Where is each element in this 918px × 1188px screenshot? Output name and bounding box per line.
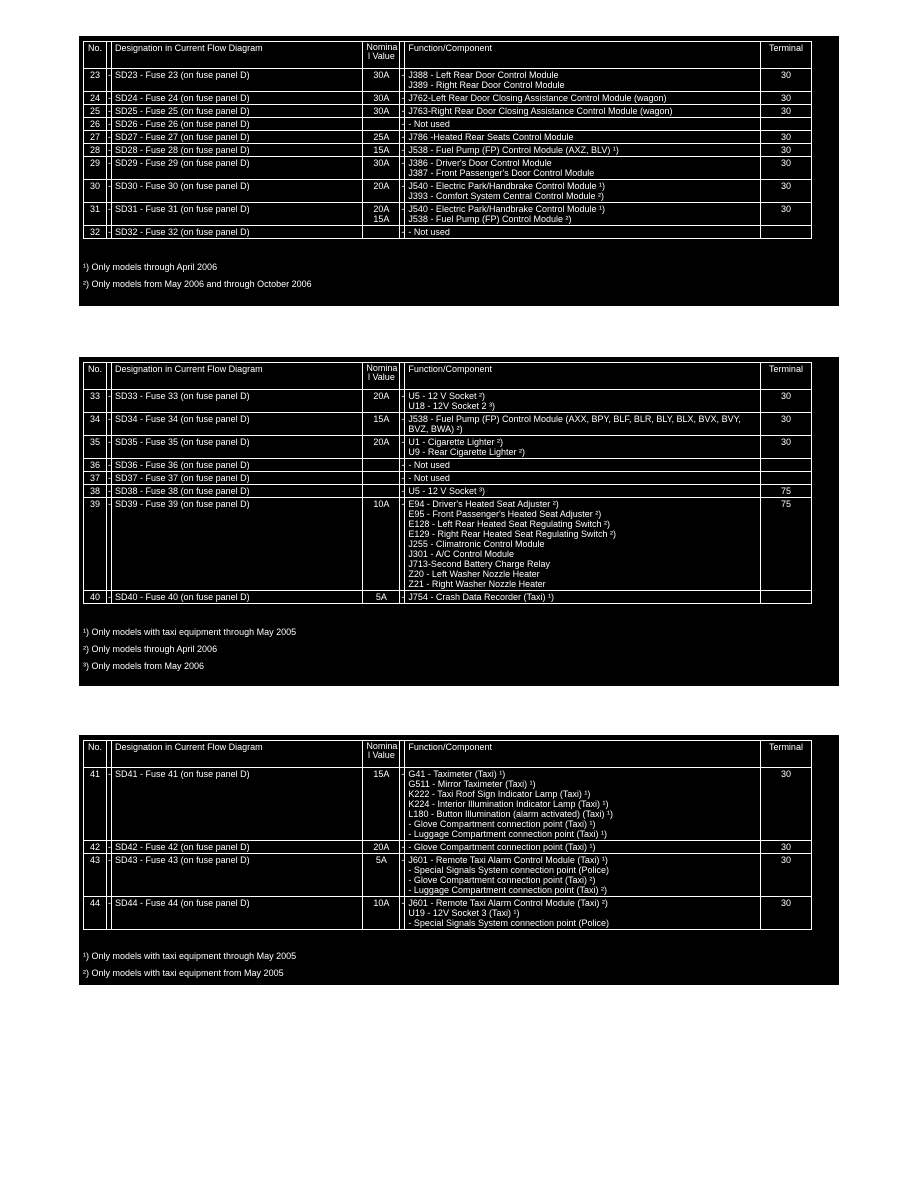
header-designation: Designation in Current Flow Diagram — [112, 42, 363, 69]
footnote: ¹) Only models with taxi equipment through May 2005 — [83, 951, 297, 961]
header-no: No. — [84, 741, 107, 768]
row-no: 28 — [84, 144, 107, 157]
row-no: 37 — [84, 472, 107, 485]
row-value: 15A — [363, 144, 400, 157]
row-value: 20A — [363, 436, 400, 459]
table-row: 34 - SD34 - Fuse 34 (on fuse panel D) 15A - J538 - Fuel Pump (FP) Control Module (AXX, BPY, BLF, BLR, BLY, BLX, BVX, BVY, BVZ, BWA) ²) 30 — [84, 413, 812, 436]
row-function: U5 - 12 V Socket ²) U18 - 12V Socket 2 ³) — [405, 390, 760, 413]
row-designation: SD26 - Fuse 26 (on fuse panel D) — [112, 118, 363, 131]
row-function: J540 - Electric Park/Handbrake Control Module ¹) J538 - Fuel Pump (FP) Control Module ²) — [405, 203, 760, 226]
row-terminal: 30 — [760, 157, 811, 180]
row-function: J538 - Fuel Pump (FP) Control Module (AXZ, BLV) ¹) — [405, 144, 760, 157]
row-terminal: 30 — [760, 69, 811, 92]
header-terminal: Terminal — [760, 741, 811, 768]
row-value: 10A — [363, 498, 400, 591]
row-designation: SD41 - Fuse 41 (on fuse panel D) — [112, 768, 363, 841]
table-header — [84, 363, 812, 390]
row-terminal: 75 — [760, 498, 811, 591]
row-no: 34 — [84, 413, 107, 436]
row-terminal: 30 — [760, 144, 811, 157]
header-designation: Designation in Current Flow Diagram — [112, 741, 363, 768]
row-value: 15A — [363, 768, 400, 841]
table-row: 28 - SD28 - Fuse 28 (on fuse panel D) 15A - J538 - Fuel Pump (FP) Control Module (AXZ, BLV) ¹) 30 — [84, 144, 812, 157]
row-no: 41 — [84, 768, 107, 841]
row-terminal: 30 — [760, 854, 811, 897]
footnotes — [83, 948, 835, 982]
row-no: 29 — [84, 157, 107, 180]
row-terminal — [760, 591, 811, 604]
row-no: 43 — [84, 854, 107, 897]
row-designation: SD37 - Fuse 37 (on fuse panel D) — [112, 472, 363, 485]
row-designation: SD28 - Fuse 28 (on fuse panel D) — [112, 144, 363, 157]
footnotes — [83, 624, 835, 675]
header-no: No. — [84, 42, 107, 69]
table-row: 30 - SD30 - Fuse 30 (on fuse panel D) 20A - J540 - Electric Park/Handbrake Control Module ¹) J393 - Comfort System Central Control Module ²) 30 — [84, 180, 812, 203]
fuse-table-panel-2 — [79, 357, 839, 686]
row-designation: SD27 - Fuse 27 (on fuse panel D) — [112, 131, 363, 144]
row-no: 31 — [84, 203, 107, 226]
header-designation: Designation in Current Flow Diagram — [112, 363, 363, 390]
row-function: J762-Left Rear Door Closing Assistance Control Module (wagon) — [405, 92, 760, 105]
row-function: J388 - Left Rear Door Control Module J389 - Right Rear Door Control Module — [405, 69, 760, 92]
row-no: 25 — [84, 105, 107, 118]
row-terminal: 30 — [760, 203, 811, 226]
row-designation: SD36 - Fuse 36 (on fuse panel D) — [112, 459, 363, 472]
footnote: ²) Only models with taxi equipment from May 2005 — [83, 968, 284, 978]
row-terminal: 30 — [760, 413, 811, 436]
row-designation: SD33 - Fuse 33 (on fuse panel D) — [112, 390, 363, 413]
table-row: 32 - SD32 - Fuse 32 (on fuse panel D) - - Not used — [84, 226, 812, 239]
footnote: ²) Only models through April 2006 — [83, 644, 218, 654]
row-value: 30A — [363, 92, 400, 105]
row-terminal: 30 — [760, 841, 811, 854]
row-designation: SD42 - Fuse 42 (on fuse panel D) — [112, 841, 363, 854]
row-designation: SD34 - Fuse 34 (on fuse panel D) — [112, 413, 363, 436]
header-nominal-value: Nomina l Value — [363, 741, 400, 768]
row-terminal — [760, 459, 811, 472]
row-designation: SD43 - Fuse 43 (on fuse panel D) — [112, 854, 363, 897]
row-no: 40 — [84, 591, 107, 604]
row-designation: SD24 - Fuse 24 (on fuse panel D) — [112, 92, 363, 105]
footnote: ¹) Only models through April 2006 — [83, 262, 218, 272]
row-designation: SD35 - Fuse 35 (on fuse panel D) — [112, 436, 363, 459]
row-function: J540 - Electric Park/Handbrake Control Module ¹) J393 - Comfort System Central Control Module ²) — [405, 180, 760, 203]
footnotes — [83, 259, 835, 293]
row-function: J786 -Heated Rear Seats Control Module — [405, 131, 760, 144]
table-header — [84, 42, 812, 69]
row-designation: SD40 - Fuse 40 (on fuse panel D) — [112, 591, 363, 604]
table-row: 23 - SD23 - Fuse 23 (on fuse panel D) 30A - J388 - Left Rear Door Control Module J389 - Right Rear Door Control Module 30 — [84, 69, 812, 92]
row-value: 30A — [363, 157, 400, 180]
row-function: J538 - Fuel Pump (FP) Control Module (AXX, BPY, BLF, BLR, BLY, BLX, BVX, BVY, BVZ, BWA) ²) — [405, 413, 760, 436]
table-row: 36 - SD36 - Fuse 36 (on fuse panel D) - - Not used — [84, 459, 812, 472]
row-value: 30A — [363, 69, 400, 92]
row-designation: SD39 - Fuse 39 (on fuse panel D) — [112, 498, 363, 591]
row-function: J754 - Crash Data Recorder (Taxi) ¹) — [405, 591, 760, 604]
table-row: 40 - SD40 - Fuse 40 (on fuse panel D) 5A - J754 - Crash Data Recorder (Taxi) ¹) — [84, 591, 812, 604]
row-no: 39 — [84, 498, 107, 591]
row-no: 33 — [84, 390, 107, 413]
row-function: J601 - Remote Taxi Alarm Control Module (Taxi) ¹) - Special Signals System connection point (Police) - Glove Compartment connection point (Taxi) ²) - Luggage Compartment connection point (Taxi) ²) — [405, 854, 760, 897]
table-row: 29 - SD29 - Fuse 29 (on fuse panel D) 30A - J386 - Driver's Door Control Module J387 - Front Passenger's Door Control Module 30 — [84, 157, 812, 180]
row-terminal: 30 — [760, 897, 811, 930]
row-value: 5A — [363, 591, 400, 604]
row-value — [363, 485, 400, 498]
row-designation: SD30 - Fuse 30 (on fuse panel D) — [112, 180, 363, 203]
row-designation: SD38 - Fuse 38 (on fuse panel D) — [112, 485, 363, 498]
table-row: 43 - SD43 - Fuse 43 (on fuse panel D) 5A - J601 - Remote Taxi Alarm Control Module (Taxi) ¹) - Special Signals System connection point (Police) - Glove Compartment connection point (Taxi) ²) - Luggage Compartment connection point (Taxi) ²) 30 — [84, 854, 812, 897]
row-designation: SD44 - Fuse 44 (on fuse panel D) — [112, 897, 363, 930]
row-function: - Glove Compartment connection point (Taxi) ¹) — [405, 841, 760, 854]
row-terminal: 75 — [760, 485, 811, 498]
row-function: G41 - Taximeter (Taxi) ¹) G511 - Mirror Taximeter (Taxi) ¹) K222 - Taxi Roof Sign Indicator Lamp (Taxi) ¹) K224 - Interior Illumination Indicator Lamp (Taxi) ¹) L180 - Button Illumination (alarm activated) (Taxi) ¹) - Glove Compartment connection point (Taxi) ¹) - Luggage Compartment connection point (Taxi) ¹) — [405, 768, 760, 841]
row-value — [363, 118, 400, 131]
table-row: 33 - SD33 - Fuse 33 (on fuse panel D) 20A - U5 - 12 V Socket ²) U18 - 12V Socket 2 ³) 30 — [84, 390, 812, 413]
row-designation: SD23 - Fuse 23 (on fuse panel D) — [112, 69, 363, 92]
row-function: J601 - Remote Taxi Alarm Control Module (Taxi) ²) U19 - 12V Socket 3 (Taxi) ¹) - Special Signals System connection point (Police) — [405, 897, 760, 930]
row-designation: SD29 - Fuse 29 (on fuse panel D) — [112, 157, 363, 180]
row-terminal — [760, 472, 811, 485]
row-function: U1 - Cigarette Lighter ²) U9 - Rear Cigarette Lighter ²) — [405, 436, 760, 459]
table-header — [84, 741, 812, 768]
header-function: Function/Component — [405, 363, 760, 390]
row-function: - Not used — [405, 459, 760, 472]
table-row: 39 - SD39 - Fuse 39 (on fuse panel D) 10A - E94 - Driver's Heated Seat Adjuster ²) E95 - Front Passenger's Heated Seat Adjuster ²) E128 - Left Rear Heated Seat Regulating Switch ²) E129 - Right Rear Heated Seat Regulating Switch ²) J255 - Climatronic Control Module J301 - A/C Control Module J713-Second Battery Charge Relay Z20 - Left Washer Nozzle Heater Z21 - Right Washer Nozzle Heater 75 — [84, 498, 812, 591]
row-no: 30 — [84, 180, 107, 203]
row-terminal: 30 — [760, 92, 811, 105]
row-no: 32 — [84, 226, 107, 239]
row-no: 36 — [84, 459, 107, 472]
table-row: 37 - SD37 - Fuse 37 (on fuse panel D) - - Not used — [84, 472, 812, 485]
row-value: 25A — [363, 131, 400, 144]
table-row: 42 - SD42 - Fuse 42 (on fuse panel D) 20A - - Glove Compartment connection point (Taxi) ¹) 30 — [84, 841, 812, 854]
footnote: ²) Only models from May 2006 and through October 2006 — [83, 279, 312, 289]
fuse-table — [83, 41, 812, 239]
row-value: 10A — [363, 897, 400, 930]
table-row: 24 - SD24 - Fuse 24 (on fuse panel D) 30A - J762-Left Rear Door Closing Assistance Control Module (wagon) 30 — [84, 92, 812, 105]
row-terminal — [760, 226, 811, 239]
row-no: 27 — [84, 131, 107, 144]
header-nominal-value: Nomina l Value — [363, 42, 400, 69]
header-nominal-value: Nomina l Value — [363, 363, 400, 390]
row-terminal: 30 — [760, 390, 811, 413]
table-row: 27 - SD27 - Fuse 27 (on fuse panel D) 25A - J786 -Heated Rear Seats Control Module 30 — [84, 131, 812, 144]
fuse-table — [83, 740, 812, 930]
row-no: 35 — [84, 436, 107, 459]
row-no: 24 — [84, 92, 107, 105]
row-function: - Not used — [405, 472, 760, 485]
table-row: 25 - SD25 - Fuse 25 (on fuse panel D) 30A - J763-Right Rear Door Closing Assistance Control Module (wagon) 30 — [84, 105, 812, 118]
header-function: Function/Component — [405, 42, 760, 69]
row-designation: SD31 - Fuse 31 (on fuse panel D) — [112, 203, 363, 226]
row-value: 15A — [363, 413, 400, 436]
row-terminal: 30 — [760, 180, 811, 203]
row-value: 20A 15A — [363, 203, 400, 226]
row-value: 20A — [363, 390, 400, 413]
row-terminal: 30 — [760, 436, 811, 459]
row-designation: SD25 - Fuse 25 (on fuse panel D) — [112, 105, 363, 118]
fuse-table — [83, 362, 812, 604]
row-no: 23 — [84, 69, 107, 92]
row-value: 5A — [363, 854, 400, 897]
row-function: J386 - Driver's Door Control Module J387 - Front Passenger's Door Control Module — [405, 157, 760, 180]
row-value: 30A — [363, 105, 400, 118]
row-no: 42 — [84, 841, 107, 854]
row-terminal: 30 — [760, 105, 811, 118]
table-row: 41 - SD41 - Fuse 41 (on fuse panel D) 15A - G41 - Taximeter (Taxi) ¹) G511 - Mirror Taximeter (Taxi) ¹) K222 - Taxi Roof Sign Indicator Lamp (Taxi) ¹) K224 - Interior Illumination Indicator Lamp (Taxi) ¹) L180 - Button Illumination (alarm activated) (Taxi) ¹) - Glove Compartment connection point (Taxi) ¹) - Luggage Compartment connection point (Taxi) ¹) 30 — [84, 768, 812, 841]
row-no: 26 — [84, 118, 107, 131]
row-function: J763-Right Rear Door Closing Assistance Control Module (wagon) — [405, 105, 760, 118]
row-function: U5 - 12 V Socket ³) — [405, 485, 760, 498]
table-row: 26 - SD26 - Fuse 26 (on fuse panel D) - - Not used — [84, 118, 812, 131]
row-no: 38 — [84, 485, 107, 498]
row-value — [363, 472, 400, 485]
row-function: - Not used — [405, 226, 760, 239]
row-value: 20A — [363, 180, 400, 203]
header-function: Function/Component — [405, 741, 760, 768]
fuse-table-panel-1 — [79, 36, 839, 306]
fuse-table-panel-3 — [79, 735, 839, 985]
row-terminal: 30 — [760, 768, 811, 841]
row-no: 44 — [84, 897, 107, 930]
row-designation: SD32 - Fuse 32 (on fuse panel D) — [112, 226, 363, 239]
table-row: 38 - SD38 - Fuse 38 (on fuse panel D) - U5 - 12 V Socket ³) 75 — [84, 485, 812, 498]
row-value — [363, 226, 400, 239]
table-row: 35 - SD35 - Fuse 35 (on fuse panel D) 20A - U1 - Cigarette Lighter ²) U9 - Rear Cigarette Lighter ²) 30 — [84, 436, 812, 459]
table-row: 31 - SD31 - Fuse 31 (on fuse panel D) 20A 15A - J540 - Electric Park/Handbrake Control Module ¹) J538 - Fuel Pump (FP) Control Module ²) 30 — [84, 203, 812, 226]
header-terminal: Terminal — [760, 363, 811, 390]
row-function: - Not used — [405, 118, 760, 131]
row-value — [363, 459, 400, 472]
row-function: E94 - Driver's Heated Seat Adjuster ²) E95 - Front Passenger's Heated Seat Adjuster ²) E128 - Left Rear Heated Seat Regulating Switch ²) E129 - Right Rear Heated Seat Regulating Switch ²) J255 - Climatronic Control Module J301 - A/C Control Module J713-Second Battery Charge Relay Z20 - Left Washer Nozzle Heater Z21 - Right Washer Nozzle Heater — [405, 498, 760, 591]
header-terminal: Terminal — [760, 42, 811, 69]
row-terminal: 30 — [760, 131, 811, 144]
footnote: ³) Only models from May 2006 — [83, 661, 205, 671]
row-value: 20A — [363, 841, 400, 854]
row-terminal — [760, 118, 811, 131]
table-row: 44 - SD44 - Fuse 44 (on fuse panel D) 10A - J601 - Remote Taxi Alarm Control Module (Taxi) ²) U19 - 12V Socket 3 (Taxi) ¹) - Special Signals System connection point (Police) 30 — [84, 897, 812, 930]
footnote: ¹) Only models with taxi equipment through May 2005 — [83, 627, 297, 637]
header-no: No. — [84, 363, 107, 390]
